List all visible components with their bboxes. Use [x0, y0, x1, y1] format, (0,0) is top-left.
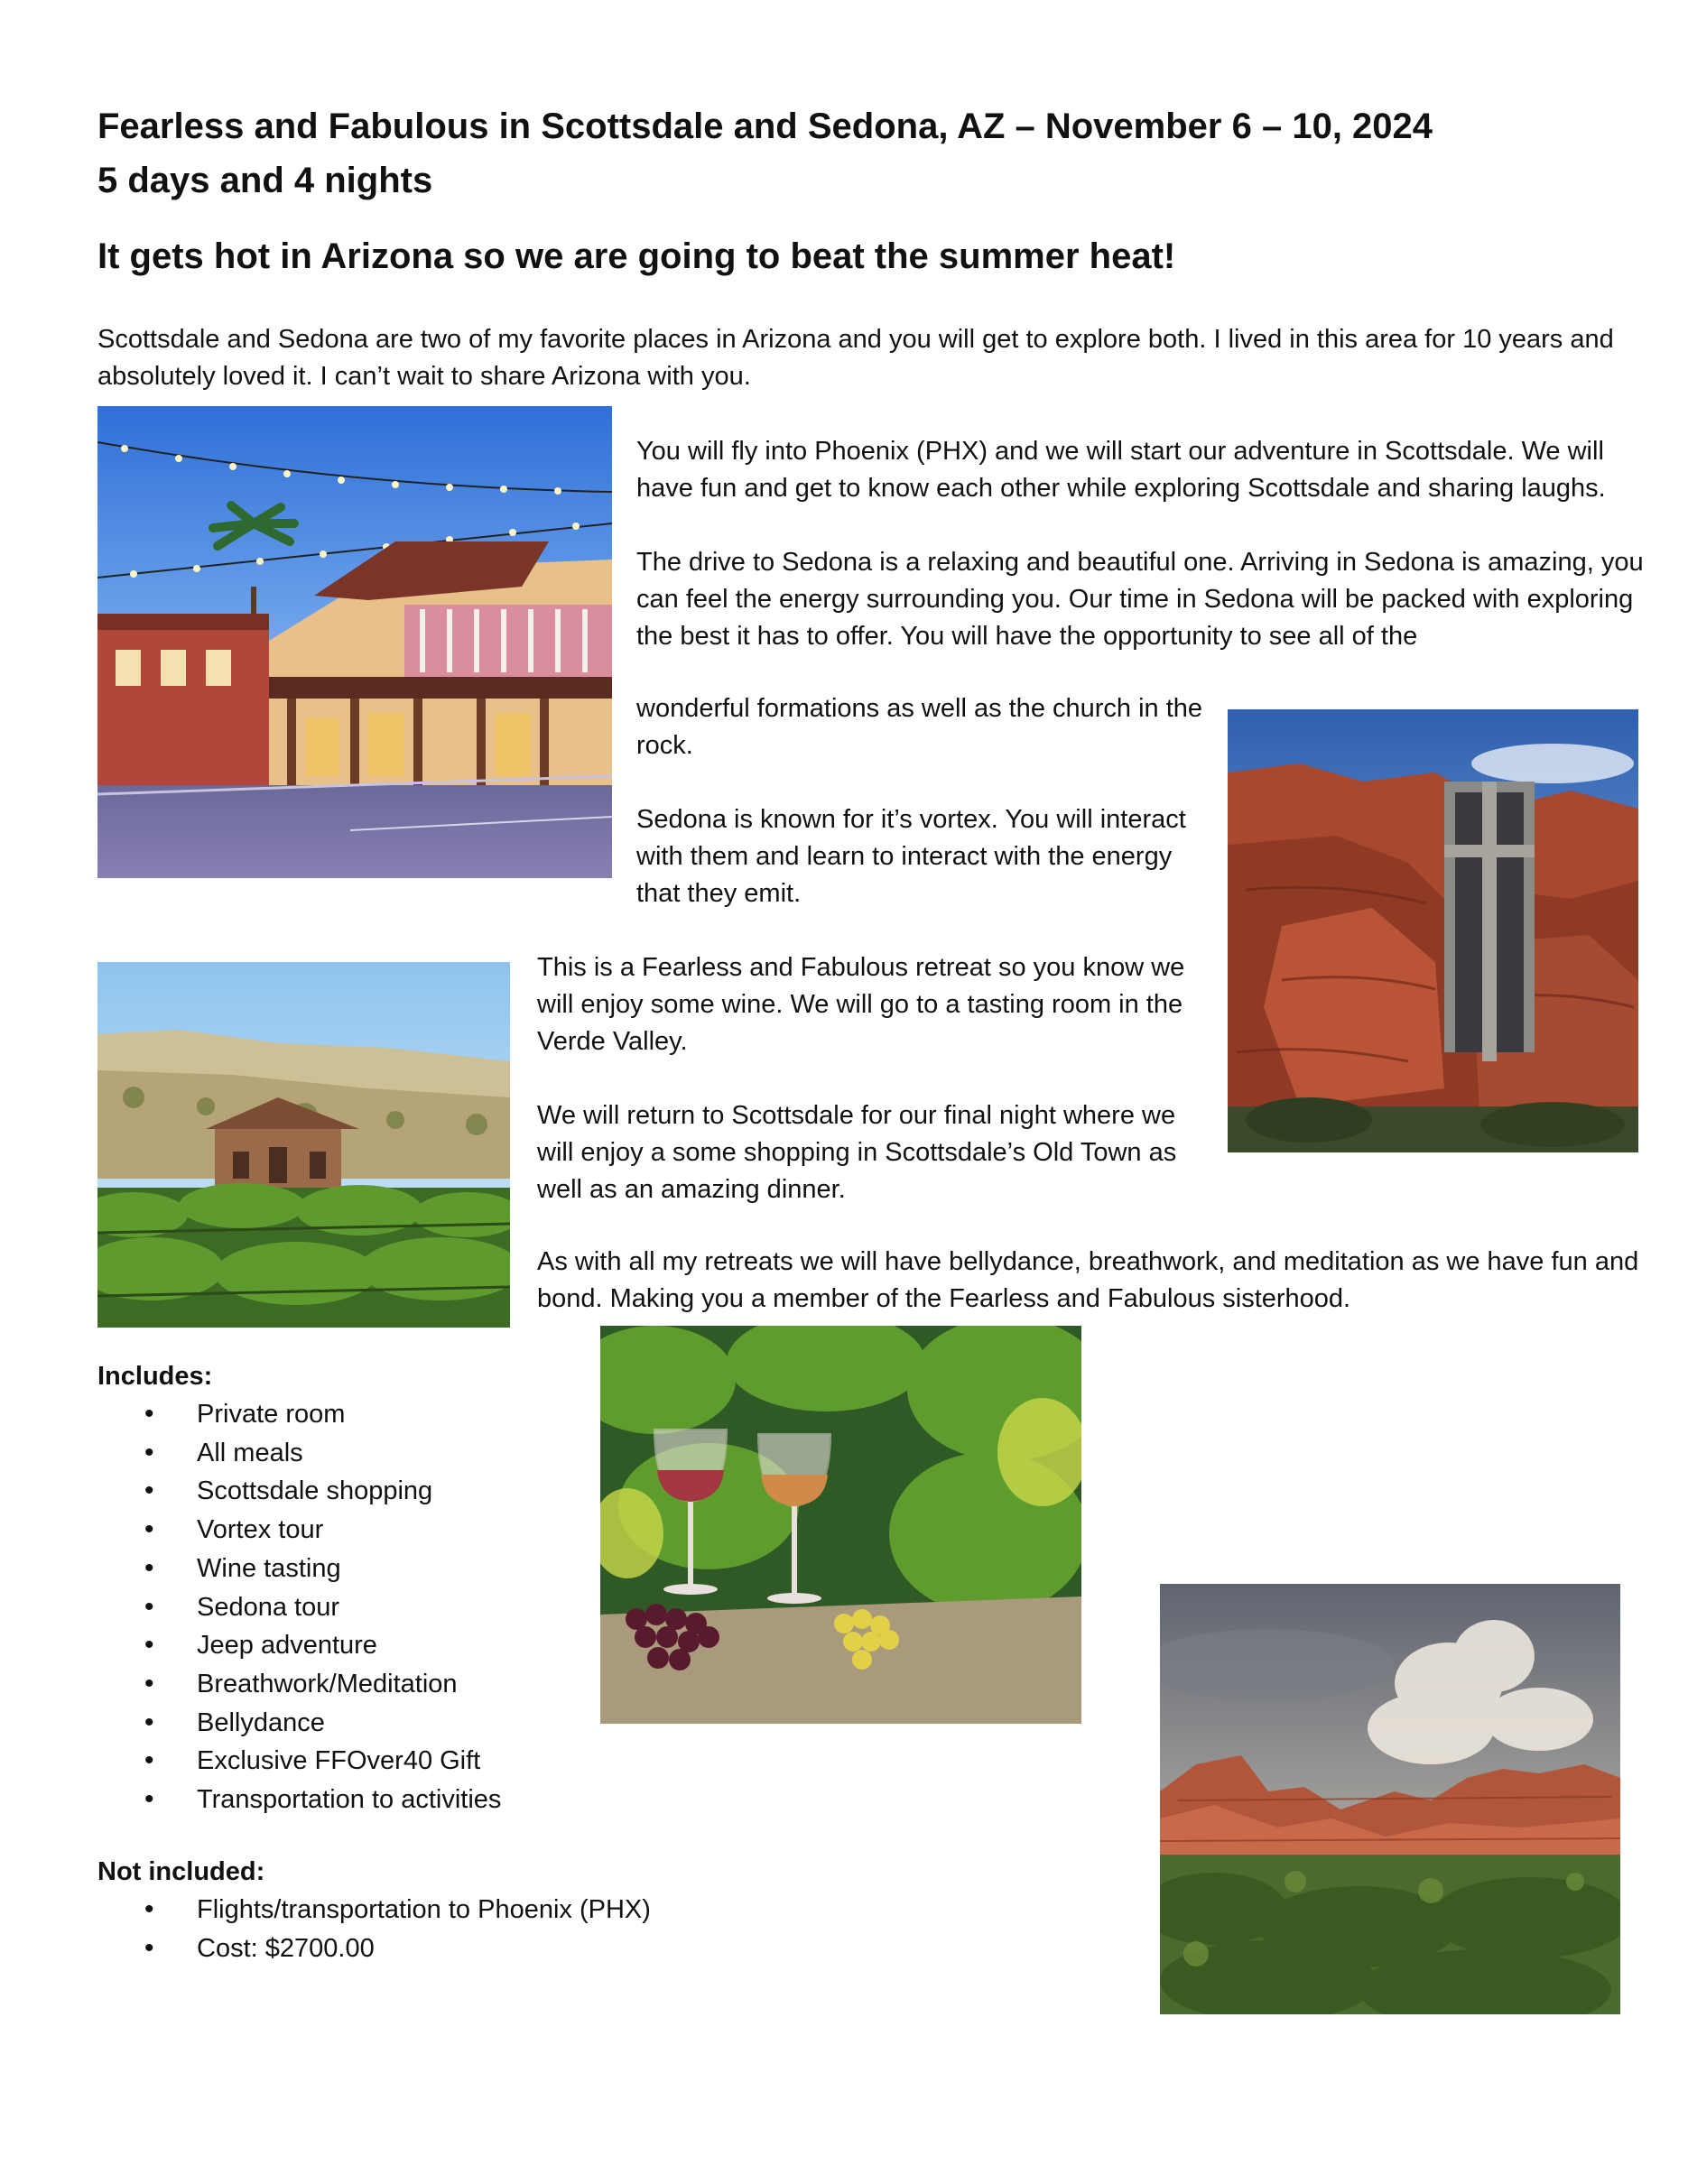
not-included-label: Not included:	[97, 1857, 265, 1886]
list-item: • Jeep adventure	[97, 1626, 603, 1665]
list-item: • Breathwork/Meditation	[97, 1665, 603, 1704]
list-item: • Exclusive FFOver40 Gift	[97, 1742, 603, 1781]
paragraph-fly: You will fly into Phoenix (PHX) and we will start our adventure in Scottsdale. We will have fun and get to know each other while exploring Scottsdale and sharing laughs.	[636, 437, 1606, 503]
title-line-1: Fearless and Fabulous in Scottsdale and Sedona, AZ – November 6 – 10, 2024	[97, 106, 1433, 146]
list-item: • Transportation to activities	[97, 1781, 603, 1819]
title-line-2: 5 days and 4 nights	[97, 161, 433, 200]
list-item: • Scottsdale shopping	[97, 1472, 603, 1511]
not-included-list	[97, 1891, 729, 1967]
paragraph-drive-continued: wonderful formations as well as the church in the rock.	[636, 694, 1203, 760]
paragraph-vortex: Sedona is known for it’s vortex. You will interact with them and learn to interact with the energy that they emit.	[636, 805, 1186, 908]
list-item: • All meals	[97, 1434, 603, 1473]
page-subtitle: It gets hot in Arizona so we are going to beat the summer heat!	[97, 236, 1176, 276]
list-item: • Flights/transportation to Phoenix (PHX)	[97, 1891, 729, 1930]
list-item: • Vortex tour	[97, 1511, 603, 1550]
includes-list	[97, 1395, 603, 1819]
list-item: • Wine tasting	[97, 1550, 603, 1588]
text-block-formations-vortex	[636, 690, 1214, 912]
intro-paragraph: Scottsdale and Sedona are two of my favorite places in Arizona and you will get to explore both. I lived in this area for 10 years and absolutely loved it. I can’t wait to share Arizona with you.	[97, 325, 1614, 391]
paragraph-return: We will return to Scottsdale for our final night where we will enjoy a some shopping in Scottsdale’s Old Town as well as an amazing dinner.	[537, 1101, 1177, 1204]
page-title	[97, 99, 1650, 208]
chapel-holy-cross-photo	[1228, 709, 1638, 1152]
list-item: • Sedona tour	[97, 1588, 603, 1627]
text-block-wine-return	[537, 949, 1210, 1208]
includes-label: Includes:	[97, 1362, 213, 1391]
scottsdale-old-town-photo	[97, 406, 612, 878]
paragraph-wine: This is a Fearless and Fabulous retreat so you know we will enjoy some wine. We will go to a tasting room in the Verde Valley.	[537, 953, 1185, 1056]
list-item: • Cost: $2700.00	[97, 1930, 729, 1968]
verde-valley-vineyard-photo	[97, 962, 510, 1328]
sedona-landscape-photo	[1160, 1584, 1620, 2014]
paragraph-drive: The drive to Sedona is a relaxing and beautiful one. Arriving in Sedona is amazing, you can feel the energy surrounding you. Our time in Sedona will be packed with exploring the best it has to offer. You will have the opportunity to see all of the	[636, 548, 1644, 651]
list-item: • Private room	[97, 1395, 603, 1434]
wine-glasses-photo	[600, 1326, 1081, 1724]
text-block-fly-and-drive	[636, 433, 1647, 655]
list-item: • Bellydance	[97, 1704, 603, 1743]
paragraph-retreats: As with all my retreats we will have bellydance, breathwork, and meditation as we have fun and bond. Making you a member of the Fearless and Fabulous sisterhood.	[537, 1247, 1639, 1313]
